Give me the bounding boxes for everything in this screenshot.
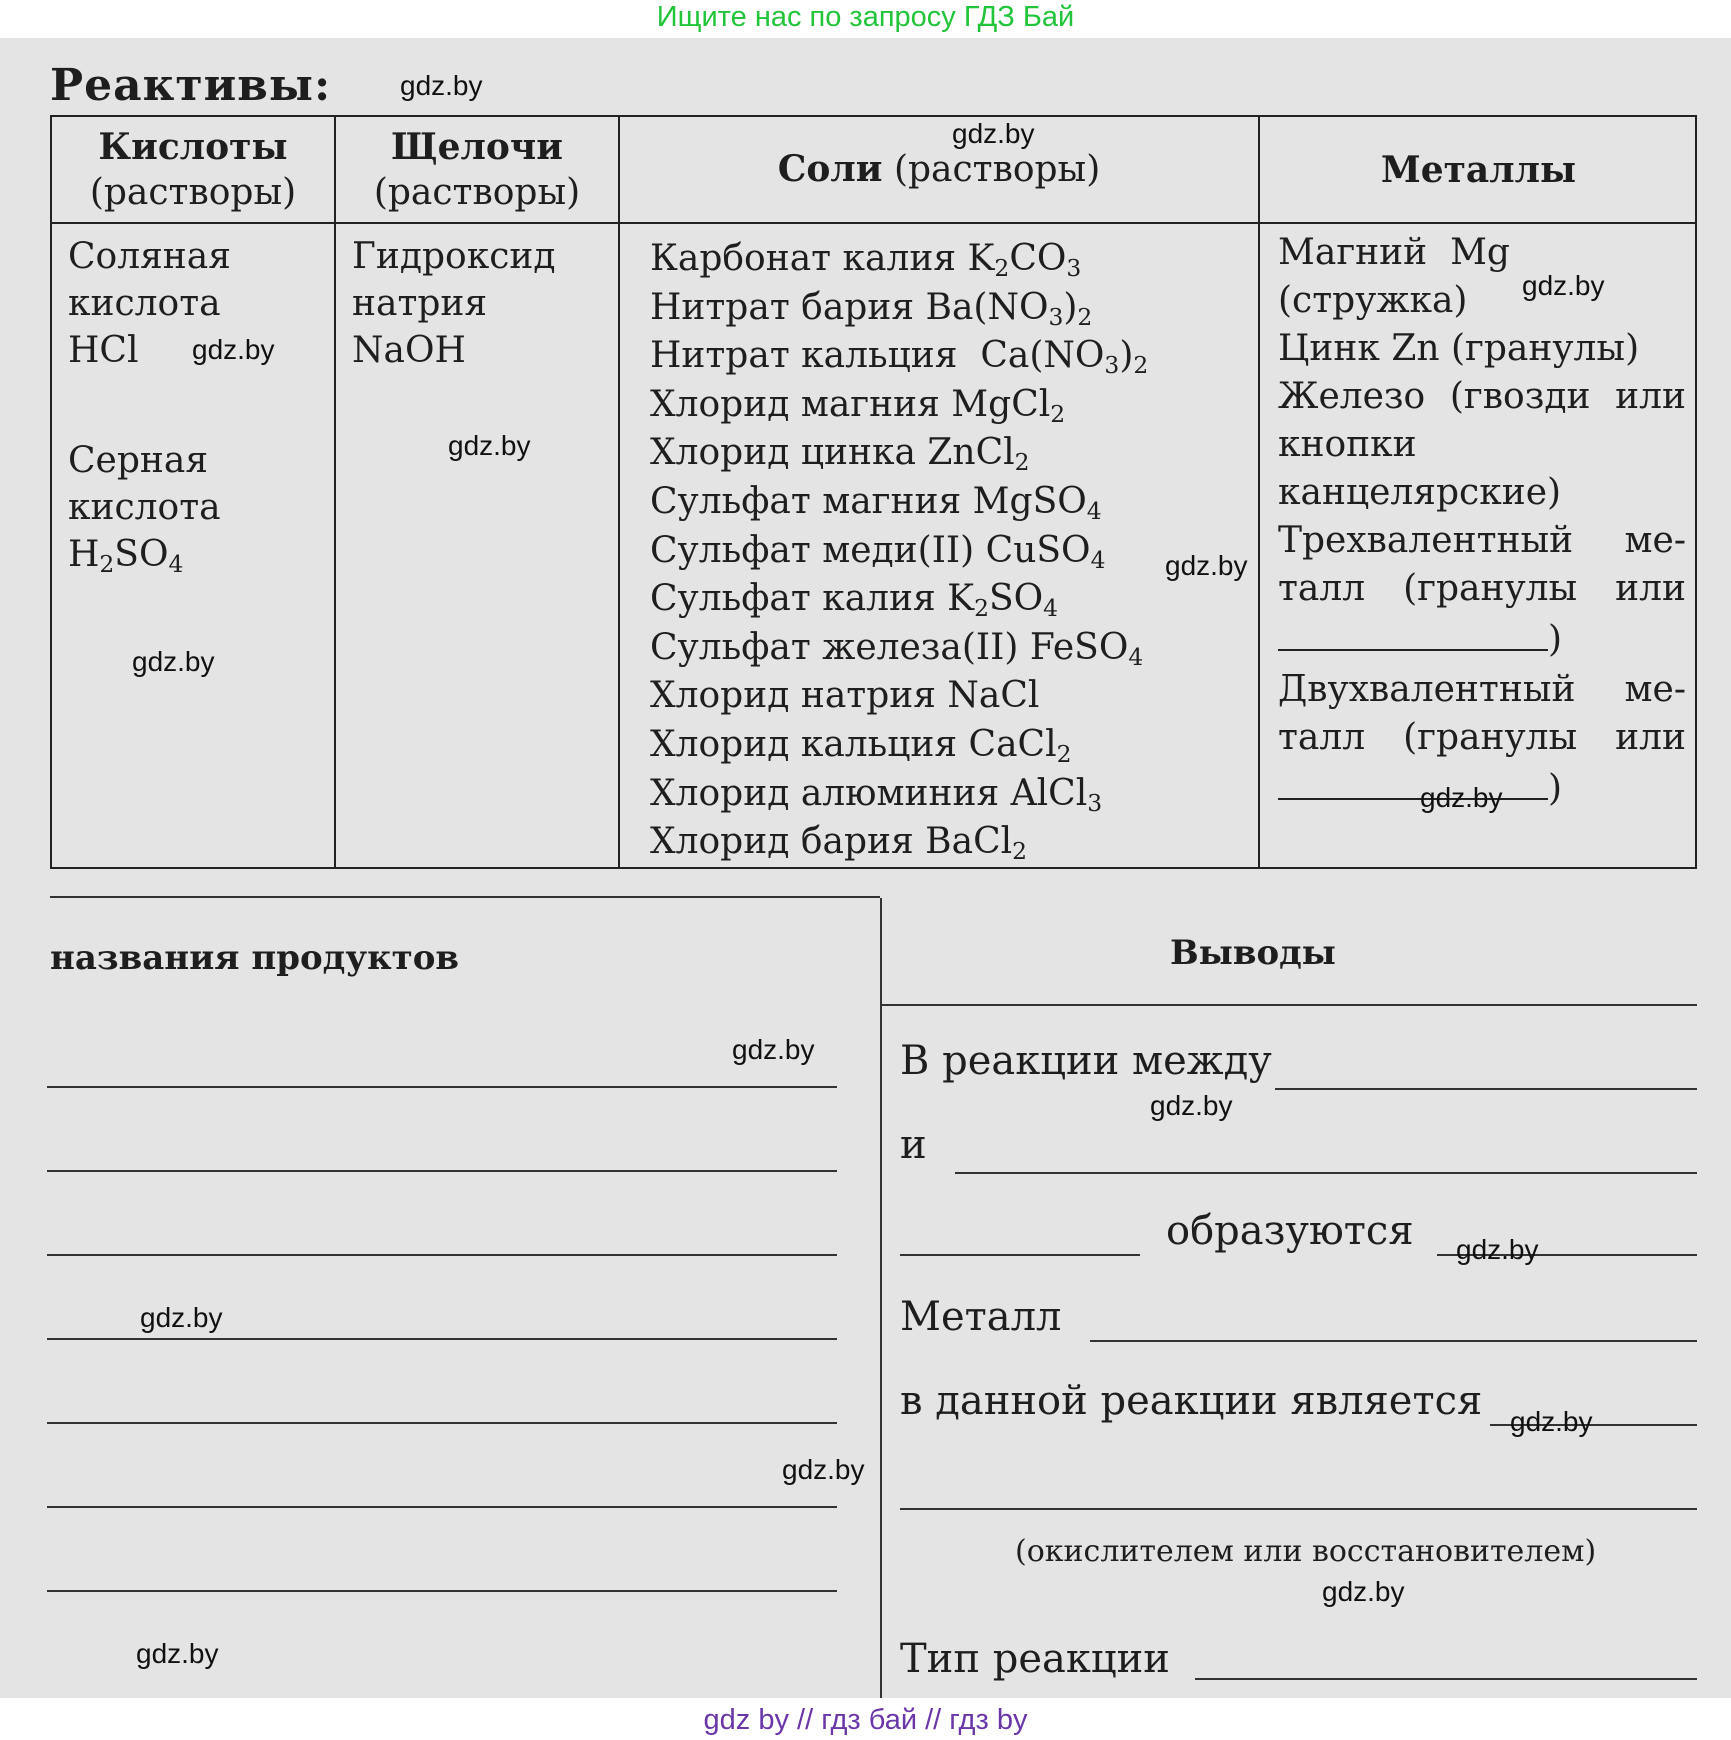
header-alkalis-sub: (растворы) bbox=[373, 171, 581, 213]
salt-item: Нитрат бария $Ba(NO_3)_2$ bbox=[650, 286, 1093, 331]
watermark: gdz.by bbox=[952, 118, 1035, 149]
blank-type[interactable] bbox=[1195, 1678, 1697, 1680]
product-answer-line[interactable] bbox=[47, 1422, 837, 1424]
header-alkalis bbox=[336, 117, 618, 222]
acid-h2so4-formula: $H_2SO_4$ bbox=[68, 534, 184, 578]
salt-item: Сульфат железа(II) FeSO$_4$ bbox=[650, 626, 1144, 671]
salt-item: Сульфат калия $K_2SO_4$ bbox=[650, 578, 1059, 622]
blank-reactant-1[interactable] bbox=[1275, 1088, 1697, 1090]
alkali-naoh bbox=[352, 233, 556, 374]
col-divider bbox=[334, 117, 336, 867]
metal-trivalent: Трехвалентный ме- bbox=[1278, 520, 1686, 561]
metal-trivalent-blank[interactable]: ) bbox=[1278, 613, 1686, 664]
watermark: gdz.by bbox=[136, 1638, 219, 1669]
salt-item: Хлорид кальция CaCl$_2$ bbox=[650, 723, 1072, 768]
bottom-banner[interactable]: gdz by // гдз бай // гдз by bbox=[703, 1704, 1028, 1736]
reagents-table bbox=[50, 115, 1697, 869]
blank-metal[interactable] bbox=[1090, 1340, 1697, 1342]
salt-item: Сульфат магния MgSO$_4$ bbox=[650, 480, 1102, 525]
watermark: gdz.by bbox=[1150, 1090, 1233, 1121]
conclusion-type: Тип реакции bbox=[900, 1636, 1170, 1682]
salt-item: Хлорид натрия NaCl bbox=[650, 675, 1040, 717]
header-salts-sub: (растворы) bbox=[893, 149, 1101, 190]
salt-item: Карбонат калия $K_2CO_3$ bbox=[650, 238, 1082, 282]
salt-item: Хлорид бария BaCl$_2$ bbox=[650, 821, 1028, 865]
metal-divalent: Двухвалентный ме- bbox=[1278, 669, 1686, 710]
conclusion-role: в данной реакции является bbox=[900, 1378, 1483, 1424]
watermark: gdz.by bbox=[1165, 550, 1248, 581]
metal-trivalent-note: талл (гранулы или bbox=[1278, 568, 1686, 609]
metal-zn: Цинк Zn (гранулы) bbox=[1278, 328, 1640, 369]
header-acids bbox=[52, 117, 334, 222]
acid-h2so4-line: кислота bbox=[68, 487, 221, 528]
salt-item: Хлорид магния MgCl$_2$ bbox=[650, 383, 1066, 428]
product-answer-line[interactable] bbox=[47, 1506, 837, 1508]
salt-item: Хлорид цинка ZnCl$_2$ bbox=[650, 432, 1030, 477]
metal-fe: Железо (гвозди или bbox=[1278, 376, 1686, 417]
lower-divider bbox=[880, 898, 882, 1698]
col-divider bbox=[618, 117, 620, 867]
alkali-line: Гидроксид bbox=[352, 236, 556, 277]
top-banner[interactable]: Ищите нас по запросу ГДЗ Бай bbox=[656, 1, 1075, 33]
role-hint: (окислителем или восстановителем) bbox=[1015, 1534, 1597, 1569]
acid-h2so4 bbox=[68, 437, 221, 578]
product-answer-line[interactable] bbox=[47, 1086, 837, 1088]
header-alkalis-title: Щелочи bbox=[391, 125, 563, 168]
watermark: gdz.by bbox=[1522, 270, 1605, 301]
watermark: gdz.by bbox=[1456, 1234, 1539, 1265]
metal-fe-note: кнопки канцелярские) bbox=[1278, 424, 1562, 513]
metal-mg: Магний Mg bbox=[1278, 232, 1510, 273]
product-answer-line[interactable] bbox=[47, 1590, 837, 1592]
metal-divalent-note: талл (гранулы или bbox=[1278, 717, 1686, 758]
watermark: gdz.by bbox=[732, 1034, 815, 1065]
salts-list bbox=[650, 235, 1148, 867]
conclusions-header-line bbox=[882, 1004, 1697, 1006]
acid-hcl-formula: HCl bbox=[68, 330, 139, 371]
salt-item: Сульфат меди(II) CuSO$_4$ bbox=[650, 529, 1106, 574]
blank-products[interactable] bbox=[900, 1254, 1140, 1256]
header-salts bbox=[620, 117, 1258, 222]
conclusion-metal: Металл bbox=[900, 1294, 1062, 1340]
watermark: gdz.by bbox=[1510, 1406, 1593, 1437]
blank-reactant-2[interactable] bbox=[955, 1172, 1697, 1174]
salt-item: Нитрат кальция $Ca(NO_3)_2$ bbox=[650, 335, 1149, 380]
col-divider bbox=[1258, 117, 1260, 867]
product-answer-line[interactable] bbox=[47, 1338, 837, 1340]
lower-top-line bbox=[50, 896, 880, 898]
watermark: gdz.by bbox=[448, 430, 531, 461]
conclusion-between: В реакции между bbox=[900, 1038, 1272, 1084]
header-acids-title: Кислоты bbox=[98, 125, 288, 168]
watermark: gdz.by bbox=[400, 70, 483, 101]
metals-list bbox=[1278, 229, 1686, 813]
header-salts-title: Соли bbox=[777, 148, 883, 190]
conclusion-and: и bbox=[900, 1122, 927, 1168]
watermark: gdz.by bbox=[140, 1302, 223, 1333]
header-acids-sub: (растворы) bbox=[89, 171, 297, 213]
watermark: gdz.by bbox=[192, 334, 275, 365]
metal-divalent-blank[interactable]: ) bbox=[1278, 762, 1686, 813]
header-divider bbox=[52, 222, 1695, 224]
conclusion-form: образуются bbox=[1166, 1208, 1414, 1254]
product-answer-line[interactable] bbox=[47, 1254, 837, 1256]
blank-role-2[interactable] bbox=[900, 1508, 1697, 1510]
salt-item: Хлорид алюминия AlCl$_3$ bbox=[650, 772, 1103, 817]
alkali-formula: NaOH bbox=[352, 330, 466, 371]
watermark: gdz.by bbox=[1420, 782, 1503, 813]
acid-h2so4-line: Серная bbox=[68, 440, 209, 481]
worksheet-page bbox=[0, 38, 1731, 1698]
header-metals-title: Металлы bbox=[1380, 148, 1577, 191]
product-answer-line[interactable] bbox=[47, 1170, 837, 1172]
header-metals bbox=[1260, 117, 1697, 222]
section-title: Реактивы: bbox=[50, 60, 332, 111]
watermark: gdz.by bbox=[782, 1454, 865, 1485]
products-title: названия продуктов bbox=[50, 938, 460, 978]
alkali-line: натрия bbox=[352, 283, 488, 324]
metal-mg-note: (стружка) bbox=[1278, 280, 1468, 321]
acid-hcl-line: Соляная bbox=[68, 236, 231, 277]
watermark: gdz.by bbox=[1322, 1576, 1405, 1607]
conclusions-title: Выводы bbox=[1170, 933, 1336, 973]
watermark: gdz.by bbox=[132, 646, 215, 677]
acid-hcl-line: кислота bbox=[68, 283, 221, 324]
